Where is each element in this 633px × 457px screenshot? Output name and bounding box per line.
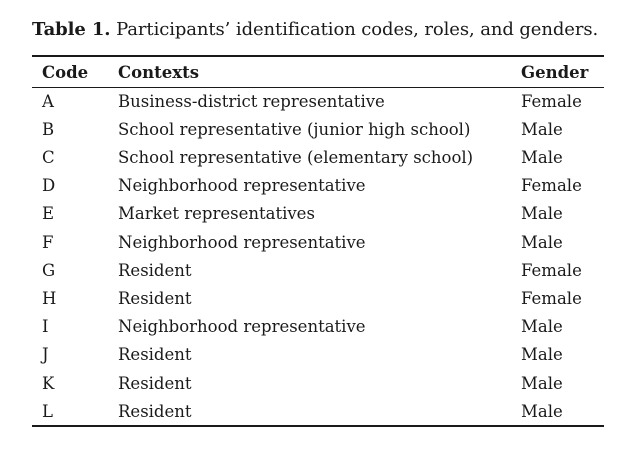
row-code: C (42, 148, 55, 167)
table-row (32, 200, 604, 228)
row-gender: Female (521, 261, 582, 280)
row-gender: Male (521, 233, 563, 252)
header-code: Code (42, 63, 89, 82)
table-row (32, 398, 604, 426)
row-context: Resident (118, 289, 192, 308)
table-caption-label: Table 1. (32, 19, 111, 40)
table-caption (32, 18, 598, 42)
header-gender: Gender (521, 63, 589, 82)
row-context: Resident (118, 374, 192, 393)
row-context: Neighborhood representative (118, 233, 366, 252)
table-row (32, 144, 604, 172)
row-code: F (42, 233, 54, 252)
row-context: School representative (elementary school) (118, 148, 474, 167)
row-context: Neighborhood representative (118, 317, 366, 336)
table-row (32, 172, 604, 200)
table-row (32, 313, 604, 341)
row-context: Resident (118, 402, 192, 421)
row-context: Business-district representative (118, 92, 385, 111)
header-contexts: Contexts (118, 63, 200, 82)
row-gender: Male (521, 120, 563, 139)
row-gender: Female (521, 176, 582, 195)
row-code: D (42, 176, 56, 195)
row-context: School representative (junior high school) (118, 120, 471, 139)
table-caption-text: Participants’ identification codes, roles, and genders. (116, 19, 599, 40)
row-gender: Male (521, 204, 563, 223)
row-gender: Male (521, 402, 563, 421)
table-row (32, 257, 604, 285)
row-code: L (42, 402, 53, 421)
table-top-rule (32, 55, 604, 57)
row-code: A (42, 92, 54, 111)
table-bottom-rule (32, 425, 604, 427)
table-row (32, 116, 604, 144)
table-header-row (32, 59, 604, 87)
row-context: Resident (118, 345, 192, 364)
row-code: B (42, 120, 55, 139)
row-code: K (42, 374, 55, 393)
row-context: Market representatives (118, 204, 315, 223)
row-code: H (42, 289, 57, 308)
row-context: Resident (118, 261, 192, 280)
row-gender: Female (521, 92, 582, 111)
table-row (32, 285, 604, 313)
row-gender: Female (521, 289, 582, 308)
table-row (32, 341, 604, 369)
row-gender: Male (521, 374, 563, 393)
row-code: G (42, 261, 56, 280)
row-code: I (42, 317, 49, 336)
table-row (32, 229, 604, 257)
table-row (32, 88, 604, 116)
row-code: E (42, 204, 55, 223)
row-code: J (42, 345, 49, 364)
row-gender: Male (521, 345, 563, 364)
table-row (32, 370, 604, 398)
row-gender: Male (521, 148, 563, 167)
row-gender: Male (521, 317, 563, 336)
row-context: Neighborhood representative (118, 176, 366, 195)
